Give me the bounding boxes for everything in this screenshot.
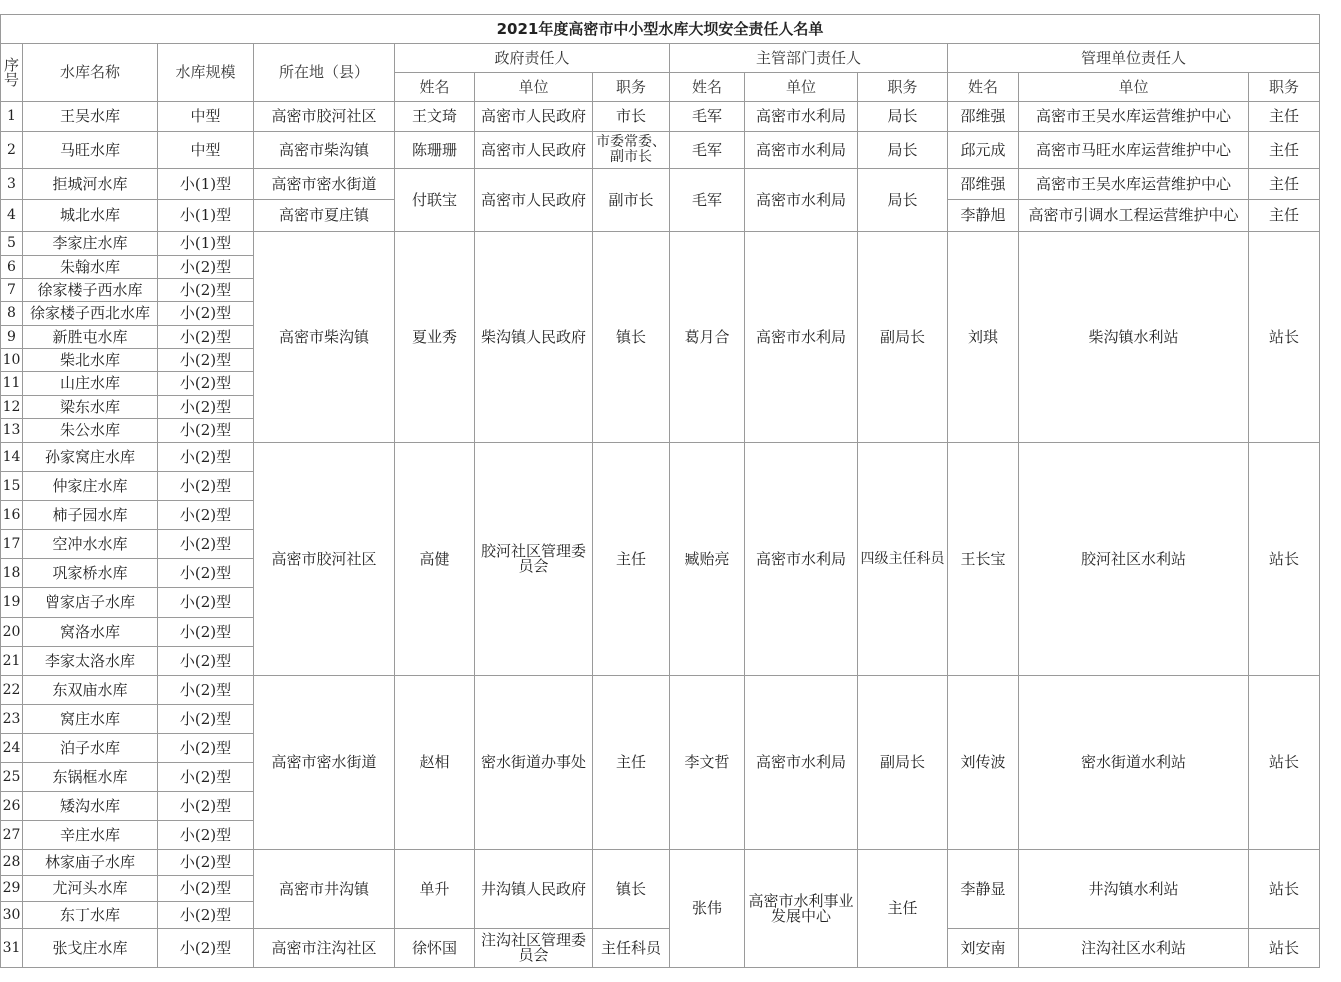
mgmt-pos-22-27: 站长	[1249, 676, 1320, 850]
gov-pos-14-21: 主任	[593, 443, 670, 676]
mgmt-name-3: 邵维强	[948, 169, 1019, 200]
row-index: 26	[1, 792, 23, 821]
row-index: 20	[1, 618, 23, 647]
table-title: 2021年度高密市中小型水库大坝安全责任人名单	[1, 15, 1320, 44]
loc-31: 高密市注沟社区	[254, 929, 395, 968]
row-index: 7	[1, 279, 23, 302]
table-row	[1, 850, 1320, 876]
row-index: 5	[1, 232, 23, 256]
gov-unit-1: 高密市人民政府	[475, 102, 593, 132]
dept-name-1: 毛军	[670, 102, 745, 132]
reservoir-scale: 小(2)型	[158, 647, 254, 676]
gov-name-5-13: 夏业秀	[395, 232, 475, 443]
gov-pos-1: 市长	[593, 102, 670, 132]
mgmt-unit-31: 注沟社区水利站	[1019, 929, 1249, 968]
dept-unit-22-27: 高密市水利局	[745, 676, 858, 850]
row-index: 30	[1, 902, 23, 929]
gov-pos-31: 主任科员	[593, 929, 670, 968]
dept-name-14-21: 臧贻亮	[670, 443, 745, 676]
reservoir-scale: 小(2)型	[158, 530, 254, 559]
gov-name-2: 陈珊珊	[395, 132, 475, 169]
reservoir-name: 山庄水库	[23, 372, 158, 396]
gov-unit-3-4: 高密市人民政府	[475, 169, 593, 232]
mgmt-pos-31: 站长	[1249, 929, 1320, 968]
row-index: 1	[1, 102, 23, 132]
dept-pos-2: 局长	[858, 132, 948, 169]
row-index: 23	[1, 705, 23, 734]
dept-name-28-31: 张伟	[670, 850, 745, 968]
row-index: 13	[1, 419, 23, 443]
dept-name-22-27: 李文哲	[670, 676, 745, 850]
row-index: 15	[1, 472, 23, 501]
gov-unit-14-21: 胶河社区管理委员会	[475, 443, 593, 676]
reservoir-scale: 小(2)型	[158, 792, 254, 821]
header-dept-group: 主管部门责任人	[670, 44, 948, 73]
reservoir-scale: 小(1)型	[158, 232, 254, 256]
mgmt-name-22-27: 刘传波	[948, 676, 1019, 850]
loc-22-27: 高密市密水街道	[254, 676, 395, 850]
gov-unit-5-13: 柴沟镇人民政府	[475, 232, 593, 443]
reservoir-name: 泊子水库	[23, 734, 158, 763]
mgmt-unit-5-13: 柴沟镇水利站	[1019, 232, 1249, 443]
reservoir-scale: 小(2)型	[158, 396, 254, 419]
reservoir-scale: 小(2)型	[158, 734, 254, 763]
dept-unit-3-4: 高密市水利局	[745, 169, 858, 232]
header-location: 所在地（县）	[254, 44, 395, 102]
mgmt-name-1: 邵维强	[948, 102, 1019, 132]
reservoir-scale: 小(1)型	[158, 169, 254, 200]
reservoir-name: 柿子园水库	[23, 501, 158, 530]
reservoir-scale: 中型	[158, 132, 254, 169]
reservoir-name: 王吴水库	[23, 102, 158, 132]
reservoir-name: 空冲水水库	[23, 530, 158, 559]
gov-unit-31: 注沟社区管理委员会	[475, 929, 593, 968]
header-scale: 水库规模	[158, 44, 254, 102]
row-index: 27	[1, 821, 23, 850]
header-gov-person: 姓名	[395, 73, 475, 102]
reservoir-name: 矮沟水库	[23, 792, 158, 821]
mgmt-name-31: 刘安南	[948, 929, 1019, 968]
mgmt-pos-1: 主任	[1249, 102, 1320, 132]
row-index: 12	[1, 396, 23, 419]
gov-pos-3-4: 副市长	[593, 169, 670, 232]
dept-unit-5-13: 高密市水利局	[745, 232, 858, 443]
gov-unit-22-27: 密水街道办事处	[475, 676, 593, 850]
dept-pos-3-4: 局长	[858, 169, 948, 232]
reservoir-scale: 小(2)型	[158, 850, 254, 876]
gov-pos-5-13: 镇长	[593, 232, 670, 443]
dept-pos-22-27: 副局长	[858, 676, 948, 850]
mgmt-unit-2: 高密市马旺水库运营维护中心	[1019, 132, 1249, 169]
mgmt-name-4: 李静旭	[948, 200, 1019, 232]
row-index: 18	[1, 559, 23, 588]
dept-pos-1: 局长	[858, 102, 948, 132]
header-mgmt-group: 管理单位责任人	[948, 44, 1320, 73]
header-reservoir-name: 水库名称	[23, 44, 158, 102]
gov-name-14-21: 高健	[395, 443, 475, 676]
reservoir-scale: 小(2)型	[158, 349, 254, 372]
header-mgmt-unit: 单位	[1019, 73, 1249, 102]
row-index: 3	[1, 169, 23, 200]
reservoir-scale: 小(2)型	[158, 443, 254, 472]
reservoir-name: 徐家楼子西北水库	[23, 302, 158, 326]
reservoir-name: 辛庄水库	[23, 821, 158, 850]
row-index: 25	[1, 763, 23, 792]
header-gov-position: 职务	[593, 73, 670, 102]
dept-unit-2: 高密市水利局	[745, 132, 858, 169]
header-dept-person: 姓名	[670, 73, 745, 102]
reservoir-scale: 小(2)型	[158, 279, 254, 302]
table-row	[1, 443, 1320, 472]
dept-pos-14-21: 四级主任科员	[858, 443, 948, 676]
row-index: 10	[1, 349, 23, 372]
reservoir-scale: 小(2)型	[158, 302, 254, 326]
row-index: 9	[1, 326, 23, 349]
table-row	[1, 169, 1320, 200]
reservoir-name: 朱翰水库	[23, 256, 158, 279]
reservoir-name: 拒城河水库	[23, 169, 158, 200]
reservoir-scale: 小(2)型	[158, 372, 254, 396]
reservoir-scale: 小(2)型	[158, 929, 254, 968]
table-row	[1, 102, 1320, 132]
reservoir-name: 张戈庄水库	[23, 929, 158, 968]
gov-pos-22-27: 主任	[593, 676, 670, 850]
reservoir-scale: 小(2)型	[158, 588, 254, 618]
mgmt-name-28-30: 李静显	[948, 850, 1019, 929]
dept-name-5-13: 葛月合	[670, 232, 745, 443]
reservoir-name: 窝庄水库	[23, 705, 158, 734]
row-index: 31	[1, 929, 23, 968]
reservoir-name: 东锅框水库	[23, 763, 158, 792]
mgmt-unit-4: 高密市引调水工程运营维护中心	[1019, 200, 1249, 232]
loc-28-30: 高密市井沟镇	[254, 850, 395, 929]
row-index: 6	[1, 256, 23, 279]
row-index: 28	[1, 850, 23, 876]
mgmt-name-2: 邱元成	[948, 132, 1019, 169]
reservoir-name: 李家太洛水库	[23, 647, 158, 676]
mgmt-pos-14-21: 站长	[1249, 443, 1320, 676]
dept-unit-28-31: 高密市水利事业发展中心	[745, 850, 858, 968]
reservoir-scale: 小(2)型	[158, 705, 254, 734]
mgmt-name-14-21: 王长宝	[948, 443, 1019, 676]
reservoir-name: 马旺水库	[23, 132, 158, 169]
gov-name-28-30: 单升	[395, 850, 475, 929]
row-index: 16	[1, 501, 23, 530]
gov-pos-28-30: 镇长	[593, 850, 670, 929]
mgmt-unit-3: 高密市王吴水库运营维护中心	[1019, 169, 1249, 200]
header-dept-unit: 单位	[745, 73, 858, 102]
reservoir-name: 东双庙水库	[23, 676, 158, 705]
row-index: 4	[1, 200, 23, 232]
reservoir-name: 新胜屯水库	[23, 326, 158, 349]
reservoir-name: 孙家窝庄水库	[23, 443, 158, 472]
mgmt-unit-14-21: 胶河社区水利站	[1019, 443, 1249, 676]
reservoir-scale: 小(2)型	[158, 326, 254, 349]
loc-3: 高密市密水街道	[254, 169, 395, 200]
header-gov-group: 政府责任人	[395, 44, 670, 73]
reservoir-name: 仲家庄水库	[23, 472, 158, 501]
reservoir-scale: 小(2)型	[158, 902, 254, 929]
mgmt-unit-1: 高密市王吴水库运营维护中心	[1019, 102, 1249, 132]
row-index: 19	[1, 588, 23, 618]
table-row	[1, 929, 1320, 968]
gov-name-3-4: 付联宝	[395, 169, 475, 232]
header-dept-position: 职务	[858, 73, 948, 102]
row-index: 8	[1, 302, 23, 326]
mgmt-pos-28-30: 站长	[1249, 850, 1320, 929]
reservoir-scale: 小(2)型	[158, 676, 254, 705]
mgmt-unit-22-27: 密水街道水利站	[1019, 676, 1249, 850]
gov-unit-2: 高密市人民政府	[475, 132, 593, 169]
reservoir-scale: 小(2)型	[158, 821, 254, 850]
row-index: 11	[1, 372, 23, 396]
reservoir-name: 曾家店子水库	[23, 588, 158, 618]
mgmt-pos-4: 主任	[1249, 200, 1320, 232]
loc-2: 高密市柴沟镇	[254, 132, 395, 169]
reservoir-name: 徐家楼子西水库	[23, 279, 158, 302]
reservoir-scale: 小(2)型	[158, 256, 254, 279]
reservoir-name: 朱公水库	[23, 419, 158, 443]
header-mgmt-position: 职务	[1249, 73, 1320, 102]
mgmt-pos-2: 主任	[1249, 132, 1320, 169]
loc-1: 高密市胶河社区	[254, 102, 395, 132]
gov-name-22-27: 赵相	[395, 676, 475, 850]
reservoir-scale: 小(2)型	[158, 763, 254, 792]
responsibility-table	[0, 14, 1320, 968]
loc-5-13: 高密市柴沟镇	[254, 232, 395, 443]
reservoir-name: 梁东水库	[23, 396, 158, 419]
dept-pos-28-31: 主任	[858, 850, 948, 968]
dept-unit-1: 高密市水利局	[745, 102, 858, 132]
reservoir-name: 尤河头水库	[23, 876, 158, 902]
loc-14-21: 高密市胶河社区	[254, 443, 395, 676]
gov-name-1: 王文琦	[395, 102, 475, 132]
table-row	[1, 132, 1320, 169]
row-index: 21	[1, 647, 23, 676]
loc-4: 高密市夏庄镇	[254, 200, 395, 232]
table-row	[1, 232, 1320, 256]
reservoir-name: 柴北水库	[23, 349, 158, 372]
reservoir-scale: 小(1)型	[158, 200, 254, 232]
gov-unit-28-30: 井沟镇人民政府	[475, 850, 593, 929]
header-index: 序号	[1, 44, 23, 102]
row-index: 2	[1, 132, 23, 169]
row-index: 14	[1, 443, 23, 472]
reservoir-scale: 小(2)型	[158, 419, 254, 443]
dept-name-3-4: 毛军	[670, 169, 745, 232]
reservoir-scale: 小(2)型	[158, 501, 254, 530]
mgmt-name-5-13: 刘琪	[948, 232, 1019, 443]
mgmt-pos-5-13: 站长	[1249, 232, 1320, 443]
table-row	[1, 676, 1320, 705]
reservoir-scale: 小(2)型	[158, 876, 254, 902]
reservoir-name: 城北水库	[23, 200, 158, 232]
reservoir-name: 东丁水库	[23, 902, 158, 929]
reservoir-scale: 小(2)型	[158, 472, 254, 501]
reservoir-name: 李家庄水库	[23, 232, 158, 256]
mgmt-pos-3: 主任	[1249, 169, 1320, 200]
gov-name-31: 徐怀国	[395, 929, 475, 968]
row-index: 17	[1, 530, 23, 559]
dept-name-2: 毛军	[670, 132, 745, 169]
row-index: 24	[1, 734, 23, 763]
reservoir-scale: 小(2)型	[158, 618, 254, 647]
reservoir-name: 巩家桥水库	[23, 559, 158, 588]
dept-unit-14-21: 高密市水利局	[745, 443, 858, 676]
reservoir-name: 窝洛水库	[23, 618, 158, 647]
mgmt-unit-28-30: 井沟镇水利站	[1019, 850, 1249, 929]
reservoir-name: 林家庙子水库	[23, 850, 158, 876]
header-mgmt-person: 姓名	[948, 73, 1019, 102]
header-gov-unit: 单位	[475, 73, 593, 102]
dept-pos-5-13: 副局长	[858, 232, 948, 443]
reservoir-scale: 小(2)型	[158, 559, 254, 588]
row-index: 29	[1, 876, 23, 902]
gov-pos-2: 市委常委、副市长	[593, 132, 670, 169]
row-index: 22	[1, 676, 23, 705]
reservoir-scale: 中型	[158, 102, 254, 132]
